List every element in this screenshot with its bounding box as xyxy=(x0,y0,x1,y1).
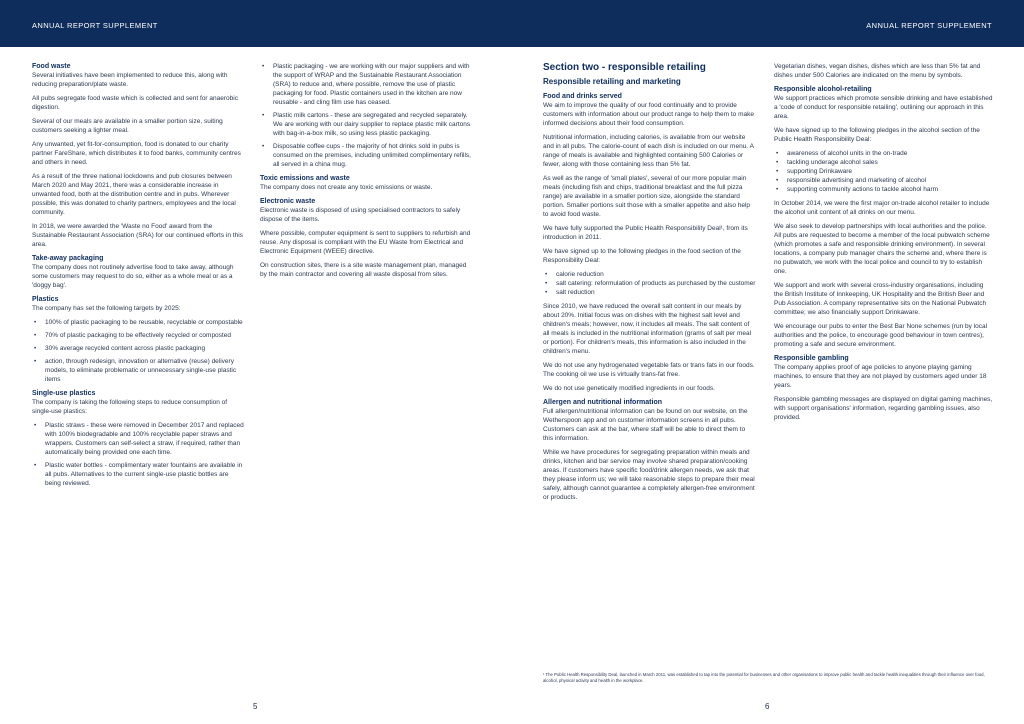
list-item: • salt catering: reformulation of products as purchased by the customer xyxy=(543,279,756,288)
paragraph: Vegetarian dishes, vegan dishes, dishes which are less than 5% fat and dishes under 500 Calories are indicated on the menu by symbols. xyxy=(774,63,981,79)
paragraph: We aim to improve the quality of our food continually and to provide customers with information about our product range to help them to make informed decisions about their food consumption. xyxy=(543,102,754,127)
list-item: • Plastic milk cartons - these are segregated and recycled separately. We are working with our dairy supplier to replace plastic milk cartons with bag-in-a-box milk, so using less plastic packaging. xyxy=(260,111,474,138)
list-item: • supporting Drinkaware xyxy=(774,167,994,176)
list-item: • supporting community actions to tackle alcohol harm xyxy=(774,185,994,194)
list-item: • Disposable coffee cups - the majority of hot drinks sold in pubs is consumed on the premises, including unlimited complimentary refills, all served in a china mug. xyxy=(260,142,474,169)
footnote: ¹ The Public Health Responsibility Deal, launched in March 2011, was established to tap into the potential for businesses and other organisations to improve public health and tackle health inequalities through their influence over food, alcohol, physical activity and health in the workplace. xyxy=(543,672,985,683)
gambling-heading: Responsible gambling xyxy=(774,355,849,362)
paragraph: We do not use genetically modified ingredients in our foods. xyxy=(543,385,715,392)
plastic-initiatives-list xyxy=(260,62,474,169)
list-item: • 100% of plastic packaging to be reusable, recyclable or compostable xyxy=(32,318,246,327)
right-column-1 xyxy=(543,62,756,507)
electronic-heading: Electronic waste xyxy=(260,198,316,205)
section-title: Section two - responsible retailing xyxy=(543,62,706,73)
page-number: 6 xyxy=(765,702,770,711)
paragraph: As well as the range of 'small plates', several of our more popular main meals (including fish and chips, traditional breakfast and the full pizza range) are available in a smaller portion size, alongside the standard portion. Smaller portions suit those with a smaller appetite and also help to avoid food waste. xyxy=(543,175,751,218)
paragraph: We do not use any hydrogenated vegetable fats or trans fats in our foods. The cooking oil we use is virtually trans-fat free. xyxy=(543,362,755,378)
plastics-heading: Plastics xyxy=(32,296,59,303)
list-item: • 70% of plastic packaging to be effectively recycled or composted xyxy=(32,331,246,340)
list-item: • responsible advertising and marketing of alcohol xyxy=(774,176,994,185)
paragraph: As a result of the three national lockdowns and pub closures between March 2020 and May 2021, there was a considerable increase in unwanted food, both at the distribution centre and in pubs. Wherever possible, this was donated to charity partners, employees and the local community. xyxy=(32,173,236,216)
left-column-1 xyxy=(32,62,246,493)
list-item: • calorie reduction xyxy=(543,270,756,279)
list-item: • salt reduction xyxy=(543,288,756,297)
single-use-list xyxy=(32,421,246,488)
right-column-2 xyxy=(774,62,994,427)
header-title: ANNUAL REPORT SUPPLEMENT xyxy=(32,21,158,30)
alcohol-heading: Responsible alcohol-retailing xyxy=(774,86,872,93)
toxic-heading: Toxic emissions and waste xyxy=(260,175,350,182)
paragraph: In 2018, we were awarded the 'Waste no Food' award from the Sustainable Restaurant Association (SRA) for our continued efforts in this area. xyxy=(32,223,243,248)
list-item: • Plastic straws - these were removed in December 2017 and replaced with 100% biodegradable and 100% recyclable paper straws and wrappers. Customers can self-select a straw, if required, rather than automatically being provided one each time. xyxy=(32,421,246,457)
paragraph: The company applies proof of age policies to anyone playing gaming machines, to ensure that they are not played by customers aged under 18 years. xyxy=(774,364,987,389)
list-item: • tackling underage alcohol sales xyxy=(774,158,994,167)
paragraph: Full allergen/nutritional information can be found on our website, on the Wetherspoon app and on customer information screens in all pubs. Customers can ask at the bar, where staff will be able to direct them to this information. xyxy=(543,408,748,442)
paragraph: Where possible, computer equipment is sent to suppliers to refurbish and reuse. Any disposal is compliant with the EU Waste from Electrical and Electronic Equipment (WEEE) directive. xyxy=(260,230,471,255)
paragraph: We encourage our pubs to enter the Best Bar None schemes (run by local authorities and the police, to encourage good behaviour in town centres), promoting a safe and secure environment. xyxy=(774,323,988,348)
paragraph: Since 2010, we have reduced the overall salt content in our meals by about 20%. Initial focus was on dishes with the highest salt level and children's meals; however, now, it includes all meals. The salt content of all meals is included in the nutritional information (grams of salt per meal or portion). For children's meals, this information is also included in the children's menu. xyxy=(543,303,752,355)
paragraph: We support practices which promote sensible drinking and have established a 'code of conduct for responsible retailing', outlining our approach in this area. xyxy=(774,95,993,120)
paragraph: While we have procedures for segregating preparation within meals and drinks, kitchen and bar service may involve shared preparation/cooking areas. If customers have specific food/drink allergen needs, we ask that they please inform us; we will take reasonable steps to prepare their meal safely, although cannot guarantee a completely allergen-free environment or products. xyxy=(543,449,755,501)
paragraph: All pubs segregate food waste which is collected and sent for anaerobic digestion. xyxy=(32,95,238,111)
food-waste-heading: Food waste xyxy=(32,63,71,70)
left-column-2 xyxy=(260,62,474,284)
allergen-heading: Allergen and nutritional information xyxy=(543,399,662,406)
paragraph: We have signed up to the following pledges in the food section of the Responsibility Deal: xyxy=(543,248,741,264)
list-item: • 30% average recycled content across plastic packaging xyxy=(32,344,246,353)
list-item: • awareness of alcohol units in the on-trade xyxy=(774,149,994,158)
paragraph: Nutritional information, including calories, is available from our website and in all pubs. The calorie-count of each dish is included on our menu. A range of meals is available and highlighted containing 500 Calories or fewer, along with those containing less than 5% fat. xyxy=(543,134,754,168)
paragraph: The company has set the following targets by 2025: xyxy=(32,305,181,312)
plastics-targets-list xyxy=(32,318,246,384)
right-page xyxy=(512,0,1024,724)
header-title: ANNUAL REPORT SUPPLEMENT xyxy=(866,21,992,30)
paragraph: Electronic waste is disposed of using specialised contractors to safely dispose of the items. xyxy=(260,207,461,223)
alcohol-pledges-list xyxy=(774,149,994,194)
paragraph: Any unwanted, yet fit-for-consumption, food is donated to our charity partner FareShare, which distributes it to food banks, community centres and others in need. xyxy=(32,141,241,166)
paragraph: The company does not create any toxic emissions or waste. xyxy=(260,184,433,191)
single-use-heading: Single-use plastics xyxy=(32,390,96,397)
paragraph: On construction sites, there is a site waste management plan, managed by the main contractor and covering all waste disposal from sites. xyxy=(260,262,467,278)
paragraph: In October 2014, we were the first major on-trade alcohol retailer to include the alcohol unit content of all drinks on our menu. xyxy=(774,200,990,216)
paragraph: Several initiatives have been implemented to reduce this, along with reducing preparation/plate waste. xyxy=(32,72,228,88)
paragraph: We have fully supported the Public Health Responsibility Deal¹, from its introduction in 2011. xyxy=(543,225,748,241)
list-item: • Plastic water bottles - complimentary water fountains are available in all pubs. Alternatives to the current single-use plastic bottles are being reviewed. xyxy=(32,461,246,488)
paragraph: We have signed up to the following pledges in the alcohol section of the Public Health Responsibility Deal: xyxy=(774,127,980,143)
food-pledges-list xyxy=(543,270,756,297)
list-item: • action, through redesign, innovation or alternative (reuse) delivery models, to eliminate problematic or unnecessary single-use plastic items xyxy=(32,357,246,384)
paragraph: The company does not routinely advertise food to take away, although some customers may request to do so, either as a whole meal or as a 'doggy bag'. xyxy=(32,264,234,289)
food-drinks-heading: Food and drinks served xyxy=(543,93,622,100)
list-item: • Plastic packaging - we are working with our major suppliers and with the support of WRAP and the Sustainable Restaurant Association (SRA) to reduce and, where possible, remove the use of plastic packaging for food. Plastic containers used in the kitchen are now reusable - and cling film use has ceased. xyxy=(260,62,474,107)
paragraph: We also seek to develop partnerships with local authorities and the police. All pubs are requested to become a member of the local pubwatch scheme (which promotes a safe and responsible drinking environment). In several locations, a company pub manager chairs the scheme and, where there is no pubwatch, we work with the local police and council to try to establish one. xyxy=(774,223,990,275)
paragraph: The company is taking the following steps to reduce consumption of single-use plastics: xyxy=(32,399,228,415)
section-subtitle: Responsible retailing and marketing xyxy=(543,77,681,86)
paragraph: Several of our meals are available in a smaller portion size, suiting customers seeking a lighter meal. xyxy=(32,118,223,134)
paragraph: We support and work with several cross-industry organisations, including the British Institute of Innkeeping, UK Hospitality and the British Beer and Pub Association. A company representative sits on the National Pubwatch committee; we also financially support Drinkaware. xyxy=(774,282,987,316)
takeaway-heading: Take-away packaging xyxy=(32,255,104,262)
paragraph: Responsible gambling messages are displayed on digital gaming machines, with support organisations' information, regarding gambling issues, also provided. xyxy=(774,396,993,421)
page-number: 5 xyxy=(253,702,258,711)
